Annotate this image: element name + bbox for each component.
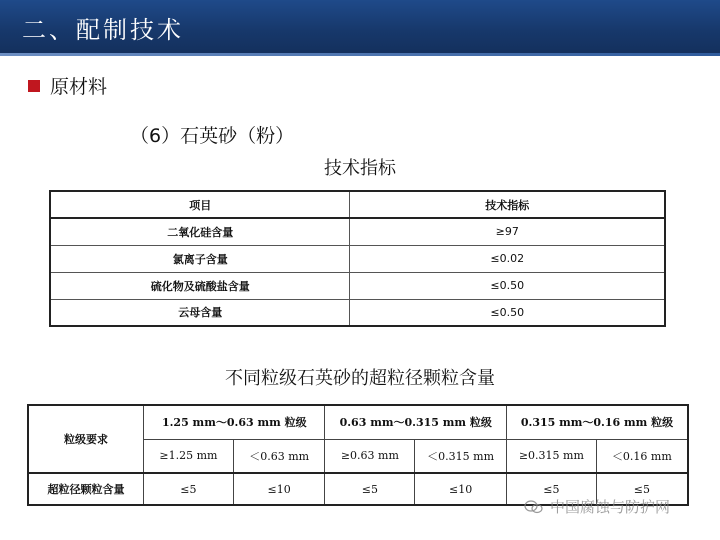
- subheader-cell: ≥0.63 mm: [325, 439, 415, 473]
- header-cell-item: 项目: [50, 191, 350, 218]
- header-cell-index: 技术指标: [350, 191, 665, 218]
- group-header: 0.315 mm～0.16 mm 粒级: [506, 405, 688, 439]
- item-cell: 二氧化硅含量: [50, 218, 350, 245]
- subheader-cell: ＜0.16 mm: [596, 439, 688, 473]
- value-cell: ≤5: [596, 473, 688, 505]
- table2-caption: 不同粒级石英砂的超粒径颗粒含量: [225, 368, 495, 389]
- subheader-cell: ＜0.315 mm: [415, 439, 507, 473]
- value-cell: ≤10: [415, 473, 507, 505]
- table-row: [50, 245, 665, 272]
- value-cell: ≤0.50: [350, 299, 665, 326]
- value-cell: ≤0.02: [350, 245, 665, 272]
- table-group-row: [28, 405, 688, 439]
- value-cell: ≤5: [144, 473, 234, 505]
- section-heading: [28, 72, 107, 99]
- section-label: 原材料: [50, 76, 108, 98]
- subheader-cell: ＜0.63 mm: [233, 439, 325, 473]
- row-header-grade: 粒级要求: [28, 405, 144, 473]
- group-header: 0.63 mm～0.315 mm 粒级: [325, 405, 506, 439]
- item-cell: 云母含量: [50, 299, 350, 326]
- watermark: [524, 496, 670, 517]
- slide-title: 二、配制技术: [22, 16, 184, 44]
- watermark-text: 中国腐蚀与防护网: [550, 498, 671, 516]
- subtitle: （6）石英砂（粉）: [130, 125, 295, 147]
- title-bar: [0, 0, 720, 56]
- row-header-content: 超粒径颗粒含量: [28, 473, 144, 505]
- value-cell: ≤0.50: [350, 272, 665, 299]
- item-cell: 氯离子含量: [50, 245, 350, 272]
- wechat-icon: [524, 500, 544, 514]
- group-header: 1.25 mm～0.63 mm 粒级: [144, 405, 325, 439]
- subheader-cell: ≥0.315 mm: [506, 439, 596, 473]
- value-cell: ≤5: [506, 473, 596, 505]
- square-bullet-icon: [28, 80, 40, 92]
- technical-index-table: [49, 190, 666, 327]
- value-cell: ≥97: [350, 218, 665, 245]
- table-header-row: [50, 191, 665, 218]
- table-row: [50, 272, 665, 299]
- table-row: [50, 299, 665, 326]
- oversize-particle-table: [27, 404, 689, 506]
- item-cell: 硫化物及硫酸盐含量: [50, 272, 350, 299]
- value-cell: ≤10: [233, 473, 325, 505]
- value-cell: ≤5: [325, 473, 415, 505]
- subheader-cell: ≥1.25 mm: [144, 439, 234, 473]
- table-row: [50, 218, 665, 245]
- table1-caption: 技术指标: [324, 158, 396, 179]
